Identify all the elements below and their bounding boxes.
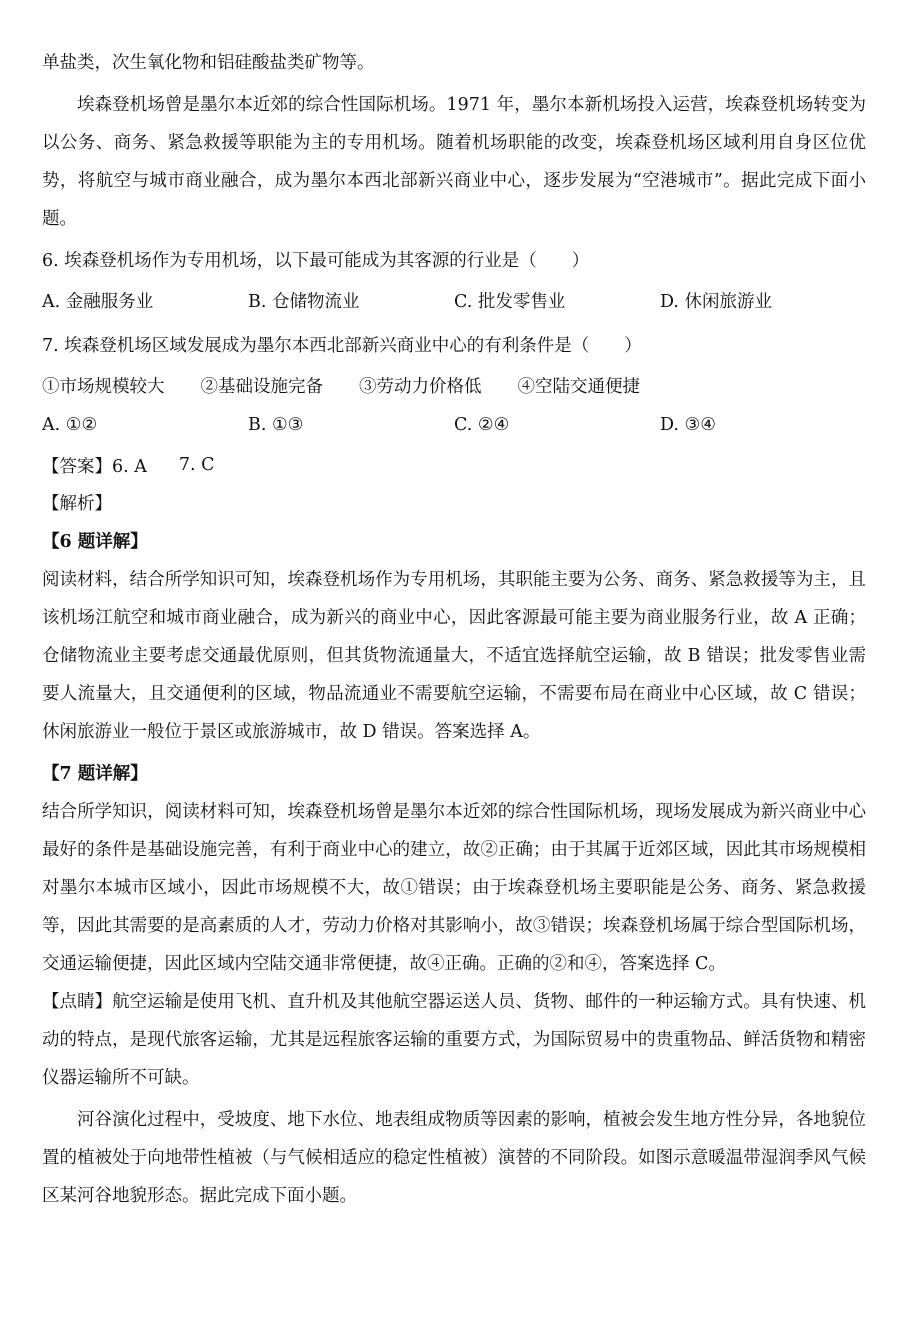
answer-label: 【答案】6. A [42,456,147,477]
answer-line [42,445,866,485]
question-7-stem: 7. 埃森登机场区域发展成为墨尔本西北部新兴商业中心的有利条件是（ ） [42,336,642,356]
question-7-option-b: B. ①③ [248,415,304,435]
question-6-option-b: B. 仓储物流业 [248,291,360,312]
detail-6-heading: 【6 题详解】 [42,532,148,552]
analysis-label: 【解析】 [42,494,112,514]
question-6-option-a: A. 金融服务业 [42,291,154,312]
question-7-choice-2: ②基础设施完备 [200,376,323,397]
question-7-option-c: C. ②④ [454,415,510,435]
question-7-option-a: A. ①② [42,415,98,435]
question-6-option-d: D. 休闲旅游业 [660,291,773,312]
passage-airport: 埃森登机场曾是墨尔本近郊的综合性国际机场。1971 年，墨尔本新机场投入运营，埃森登机场转变为以公务、商务、紧急救援等职能为主的专用机场。随着机场职能的改变，埃森登机场区域利用自身区位优势，将航空与城市商业融合，成为墨尔本西北部新兴商业中心，逐步发展为“空港城市”。据此完成下面小题。 [42,95,866,229]
detail-6-text: 阅读材料，结合所学知识可知，埃森登机场作为专用机场，其职能主要为公务、商务、紧急救援等为主，且该机场江航空和城市商业融合，成为新兴的商业中心，因此客源最可能主要为商业服务行业，故 A 正确；仓储物流业主要考虑交通最优原则，但其货物流通量大，不适宜选择航空运输，故 B 错误；批发零售业需要人流量大，且交通便利的区域，物品流通业不需要航空运输，不需要布局在商业中心区域，故 C 错误；休闲旅游业一般位于景区或旅游城市，故 D 错误。答案选择 A。 [42,570,866,742]
question-6-stem: 6. 埃森登机场作为专用机场，以下最可能成为其客源的行业是（ ） [42,251,590,271]
question-6-option-c: C. 批发零售业 [454,291,566,312]
question-7-option-d: D. ③④ [660,415,716,435]
document-page [42,44,866,1215]
question-7-choice-3: ③劳动力价格低 [359,376,482,397]
detail-7-text: 结合所学知识，阅读材料可知，埃森登机场曾是墨尔本近郊的综合性国际机场，现场发展成为新兴商业中心最好的条件是基础设施完善，有利于商业中心的建立，故②正确；由于其属于近郊区域，因此其市场规模相对墨尔本城市区域小，因此市场规模不大，故①错误；由于埃森登机场主要职能是公务、商务、紧急救援等，因此其需要的是高素质的人才，劳动力价格对其影响小，故③错误；埃森登机场属于综合型国际机场，交通运输便捷，因此区域内空陆交通非常便捷，故④正确。正确的②和④，答案选择 C。 [42,802,866,974]
question-6-options [42,280,866,320]
detail-7-heading: 【7 题详解】 [42,764,148,784]
question-7-choice-1: ①市场规模较大 [42,376,165,397]
question-7-options [42,405,866,445]
question-7-choice-4: ④空陆交通便捷 [517,376,640,397]
dianjing-text: 【点睛】航空运输是使用飞机、直升机及其他航空器运送人员、货物、邮件的一种运输方式。具有快速、机动的特点，是现代旅客运输，尤其是远程旅客运输的重要方式，为国际贸易中的贵重物品、鲜活货物和精密仪器运输所不可缺。 [42,992,866,1088]
passage-valley: 河谷演化过程中，受坡度、地下水位、地表组成物质等因素的影响，植被会发生地方性分异，各地貌位置的植被处于向地带性植被（与气候相适应的稳定性植被）演替的不同阶段。如图示意暖温带湿润季风气候区某河谷地貌形态。据此完成下面小题。 [42,1110,866,1206]
answer-second: 7. C [178,455,215,475]
intro-tail-text: 单盐类，次生氧化物和铝硅酸盐类矿物等。 [42,53,375,73]
question-7-choices [42,365,866,405]
